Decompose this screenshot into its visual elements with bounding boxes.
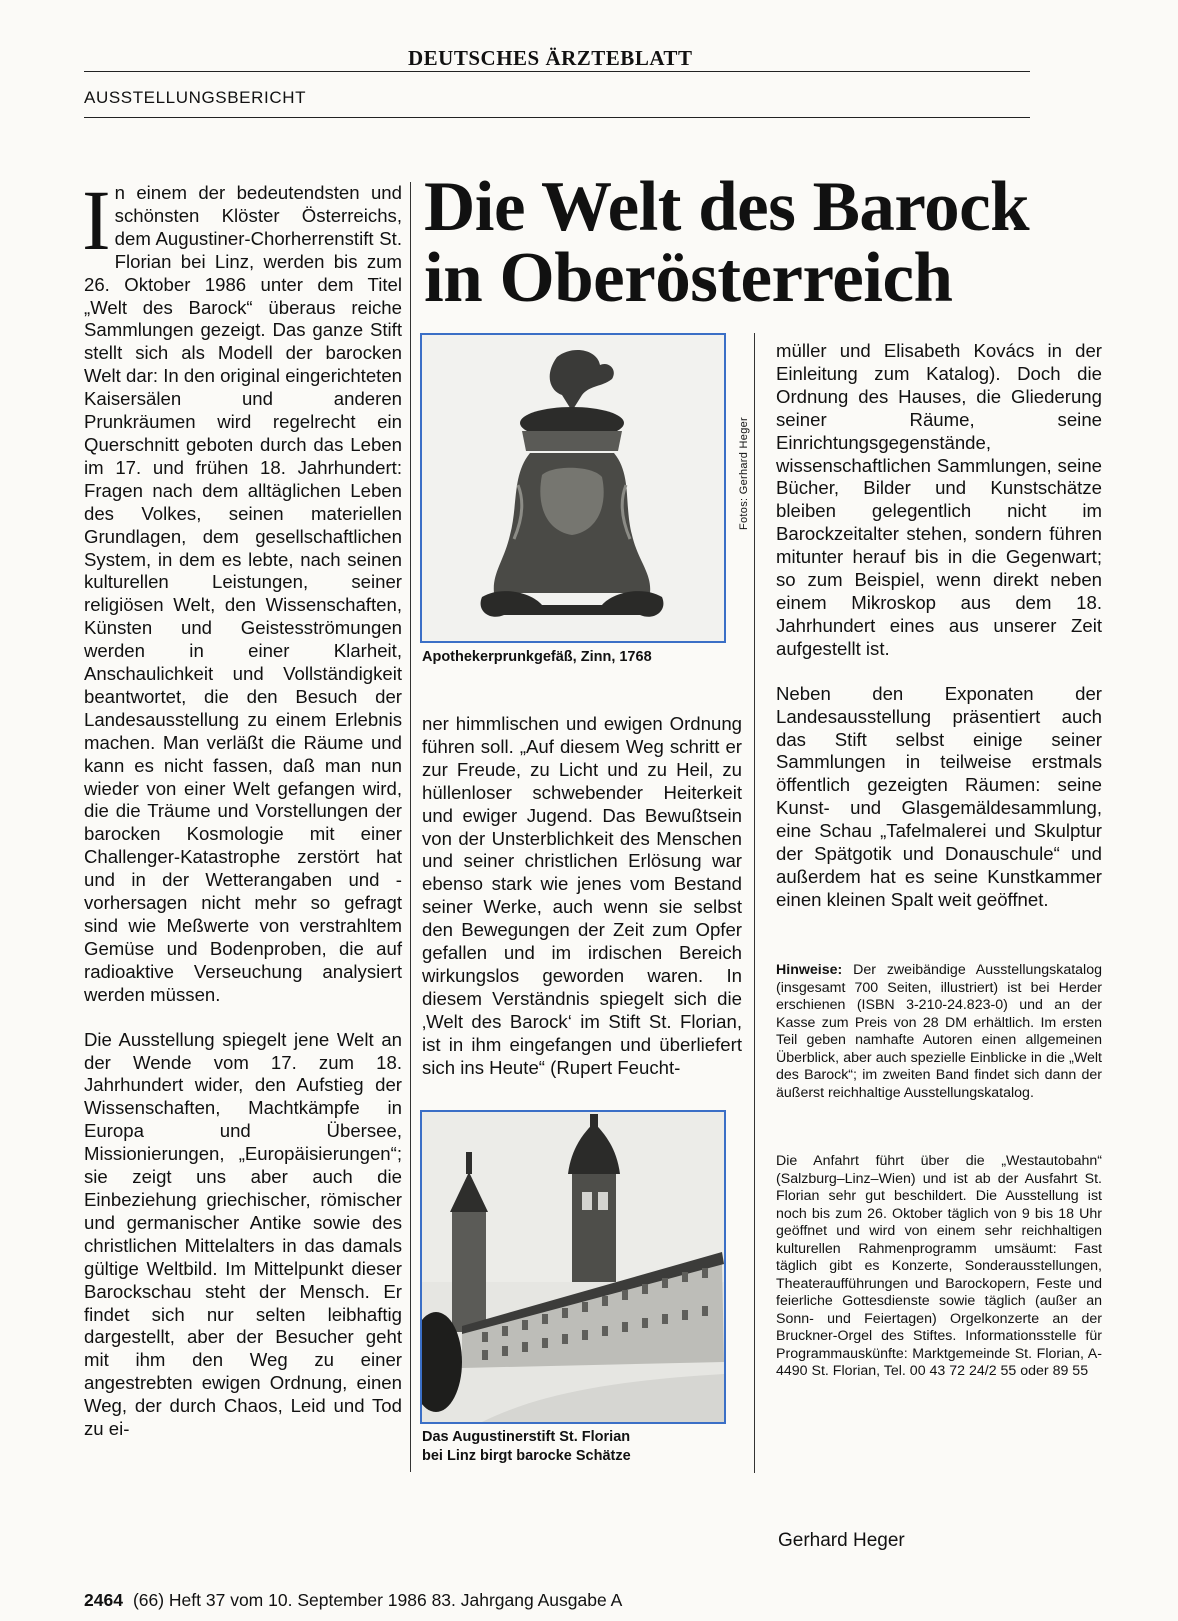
article-column-3 (776, 340, 1102, 934)
anfahrt-text: Die Anfahrt führt über die „Westautobahn“ (Salzburg–Linz–Wien) und ist ab der Ausfahrt St. Florian sehr gut beschildert. Die Ausstellung ist noch bis zum 26. Oktober täglich von 9 bis 18 Uhr geöffnet und wird von einem sehr reichhaltigen kulturellen Rahmenprogramm umsäumt: Fast täglich gibt es Konzerte, Sonderausstellungen, Theateraufführungen und Barockopern, Feste und feierliche Gottesdienste sowie täglich (außer an Sonn- und Feiertagen) Orgelkonzerte an der Bruckner-Orgel des Stiftes. Informationsstelle für Programmauskünfte: Marktgemeinde St. Florian, A-4490 St. Florian, Tel. 00 43 72 24/2 55 oder 89 55 (776, 1153, 1102, 1379)
caption-vessel: Apothekerprunkgefäß, Zinn, 1768 (422, 649, 652, 665)
anfahrt-note (776, 1153, 1102, 1381)
vessel-image (422, 335, 724, 641)
photo-credit: Fotos: Gerhard Heger (738, 417, 750, 530)
column-divider (410, 182, 411, 1472)
title-line-2: in Oberösterreich (424, 239, 953, 317)
author-byline: Gerhard Heger (778, 1530, 905, 1551)
paragraph: ner himmlischen und ewigen Ordnung führen soll. „Auf diesem Weg schritt er zur Freude, zu Licht und zu Heil, zu hüllenloser schwebender Heiterkeit und ewiger Jugend. Das Bewußtsein von der Unsterblichkeit des Menschen und seiner christlichen Erlösung war ebenso stark wie jenes vom Bestand seiner Werke, auch wenn sie selbst den Bewegungen der Zeit zum Opfer gefallen und im irdischen Bereich wirkungslos geworden waren. In diesem Verständnis spiegelt sich die ‚Welt des Barock‘ im Stift St. Florian, ist in ihm eingefangen und überliefert sich ins Heute“ (Rupert Feucht- (422, 713, 742, 1078)
hinweise-label: Hinweise: (776, 962, 843, 978)
drop-cap: I (82, 172, 111, 268)
page-footer (84, 1590, 622, 1611)
paragraph: Die Ausstellung spiegelt jene Welt an der Wende vom 17. zum 18. Jahrhundert wider, den Aufstieg der Wissenschaften, Machtkämpfe in Europa und Übersee, Missionierungen, „Europäisierungen“; sie zeigt uns aber auch die Einbeziehung griechischer, römischer und germanischer Antike sowie des christlichen Mittelalters in das damals gültige Weltbild. Im Mittelpunkt dieser Barockschau steht der Mensch. Er findet sich nur selten leibhaftig dargestellt, aber der Besucher geht mit ihm den Weg zu einer angestrebten ewigen Ordnung, einen Weg, der durch Chaos, Leid und Tod zu ei- (84, 1028, 402, 1440)
caption-monastery (422, 1428, 631, 1466)
paragraph: Neben den Exponaten der Landesausstellung präsentiert auch das Stift selbst einige seiner Sammlungen in teilweise erstmals öffentlich gezeigten Räumen: seine Kunst- und Glasgemäldesammlung, eine Schau „Tafelmalerei und Skulptur der Spätgotik und Donauschule“ und außerdem hat es seine Kunstkammer einen kleinen Spalt weit geöffnet. (776, 682, 1102, 910)
masthead-rule (84, 71, 1030, 72)
title-line-1: Die Welt des Barock (424, 168, 1030, 246)
monastery-image (422, 1112, 724, 1422)
paragraph-text: n einem der bedeutendsten und schönsten Klöster Österreichs, dem Augustiner-Chorherrenstift St. Florian bei Linz, werden bis zum 26. Oktober 1986 unter dem Titel „Welt des Barock“ überaus reiche Sammlungen gezeigt. Das ganze Stift stellt sich als Modell der barocken Welt dar: In den original eingerichteten Kaisersälen und anderen Prunkräumen wird regelrecht ein Querschnitt geboten durch das Leben im 17. und frühen 18. Jahrhundert: Fragen nach dem alltäglichen Leben des Volkes, seinen materiellen Grundlagen, dem gesellschaftlichen System, in dem es lebte, nach seinen kulturellen Leistungen, seiner religiösen Welt, den Wissenschaften, Künsten und Geistesströmungen werden in einer Klarheit, Anschaulichkeit und Vollständigkeit beantwortet, die den Besuch der Landesausstellung zu einem Erlebnis machen. Man verläßt die Räume und kann es nicht fassen, daß man nun wieder von einer Welt gefangen wird, die die Träume und Vorstellungen der barocken Kosmologie mit einer Challenger-Katastrophe zerstört hat und in der Wetterangaben und -vorhersagen nicht mehr so gefragt sind wie Meßwerte von verstrahltem Gemüse und Bodenproben, die auf radioaktive Verseuchung analysiert werden müssen. (84, 182, 403, 1005)
paragraph (82, 172, 403, 1007)
caption-line: Das Augustinerstift St. Florian (422, 1429, 631, 1445)
figure-monastery (420, 1110, 726, 1424)
section-rule (84, 117, 1030, 118)
hinweise-text: Der zweibändige Ausstellungskatalog (insgesamt 700 Seiten, illustriert) ist bei Herder erschienen (ISBN 3-210-24.823-0) und an der Kasse zum Preis von 28 DM erhältlich. Im ersten Teil geben namhafte Autoren einen allgemeinen Überblick, aber auch spezielle Einblicke in die „Welt des Barock“; im zweiten Band findet sich dann der äußerst reichhaltige Ausstellungskatalog. (776, 962, 1102, 1101)
article-column-2 (422, 713, 742, 1102)
hinweise-paragraph (776, 962, 1102, 1102)
masthead: DEUTSCHES ÄRZTEBLATT (408, 46, 693, 70)
section-label: AUSSTELLUNGSBERICHT (84, 88, 307, 107)
article-title (424, 168, 1030, 317)
paragraph: müller und Elisabeth Kovács in der Einleitung zum Katalog). Doch die Ordnung des Hauses, die Gliederung seiner Räume, seine Einrichtungsgegenstände, wissenschaftlichen Sammlungen, seine Bücher, Bilder und Kunstschätze bleiben gelegentlich nicht im Barockzeitalter stehen, sondern führen mitunter herauf bis in die Gegenwart; so zum Beispiel, wenn direkt neben einem Mikroskop aus dem 18. Jahrhundert eines aus unserer Zeit aufgestellt ist. (776, 340, 1102, 659)
issue-info: (66) Heft 37 vom 10. September 1986 83. Jahrgang Ausgabe A (132, 1590, 623, 1610)
column-divider (754, 333, 755, 1473)
hinweise-note (776, 962, 1102, 1102)
figure-apothecary-vessel (420, 333, 726, 643)
caption-line: bei Linz birgt barocke Schätze (422, 1448, 631, 1464)
page-number: 2464 (84, 1590, 123, 1610)
article-column-1 (82, 172, 403, 1463)
